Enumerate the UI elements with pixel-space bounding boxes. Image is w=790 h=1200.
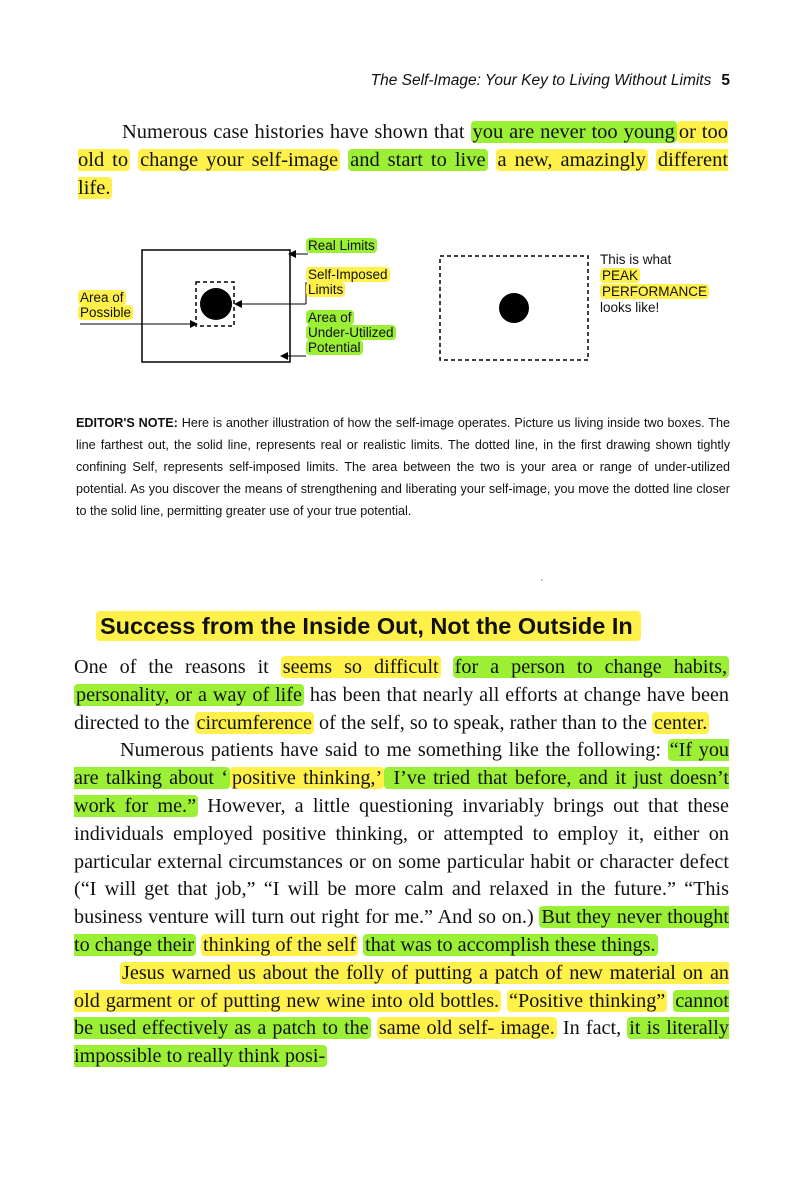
highlight: and start to live (350, 149, 486, 171)
self-image-diagram (70, 232, 750, 382)
text (371, 1017, 377, 1039)
label-text: Real Limits (308, 238, 375, 253)
text: In fact, (556, 1017, 628, 1040)
body-text (74, 654, 729, 1071)
intro-paragraph (78, 118, 728, 202)
label-text: Self-Imposed (308, 267, 388, 282)
highlight: “If you are talking about ‘ (74, 739, 730, 790)
intro-text (488, 149, 496, 171)
section-heading (96, 610, 641, 642)
highlight: center. (654, 711, 708, 734)
arrow-head (234, 300, 242, 308)
label-text: Potential (308, 340, 361, 355)
editors-note-label: EDITOR'S NOTE: (76, 416, 178, 430)
label-self-imposed (306, 267, 390, 297)
arrow-head (190, 320, 198, 328)
highlight: seems so difficult (282, 656, 439, 678)
label-under-utilized (306, 310, 396, 355)
label-text: Area of (80, 290, 124, 305)
highlight: circumference (196, 711, 312, 734)
highlight: a new, amazingly (497, 149, 646, 171)
section-heading-text: Success from the Inside Out, Not the Outside In (96, 611, 641, 641)
highlight: or too old to (78, 121, 728, 171)
intro-text (340, 149, 348, 171)
label-real-limits (306, 238, 377, 253)
peak-dot (499, 293, 529, 323)
highlight: “Positive thinking” (509, 989, 666, 1012)
editors-note (76, 412, 730, 522)
label-text: Possible (80, 305, 132, 320)
text (441, 656, 453, 678)
label-text: Area of (308, 310, 352, 325)
running-title: The Self-Image: Your Key to Living Without Limits (370, 72, 712, 89)
label-text: This is what (600, 252, 672, 267)
label-text: Under-Utilized (308, 325, 394, 340)
highlight: that was to accomplish these things. (365, 933, 656, 956)
text: However, a little questioning invariably brings out that these individuals employed positive thinking, or attempted to employ it, either on particular external circumstances or on some particular habit or character defect (“I will get that job,” “I will be more calm and relaxed in the future.” “This business venture will turn out right for me.” And so on.) (74, 794, 729, 929)
intro-text: Numerous case histories have shown that (122, 121, 471, 143)
highlight: for a person to change habits, (454, 656, 727, 678)
page-number: 5 (721, 72, 730, 89)
highlight: thinking of the self (203, 933, 357, 956)
text: has been that nearly all efforts at change have been directed to the (74, 683, 729, 734)
paragraph (74, 737, 729, 959)
print-speck: · (540, 572, 544, 586)
paragraph (74, 960, 729, 1071)
highlight: cannot be used effectively as a patch to the (74, 989, 730, 1040)
label-text: PERFORMANCE (602, 284, 708, 299)
text: One of the reasons it (74, 656, 281, 678)
text: of the self, so to speak, rather than to the (313, 711, 652, 734)
text: Numerous patients have said to me something like the following: (120, 739, 668, 762)
editors-note-text: Here is another illustration of how the self-image operates. Picture us living inside two boxes. The line farthest out, the solid line, represents real or realistic limits. The dotted line, in the first drawing shown tightly confining Self, represents self-imposed limits. The area between the two is your area or range of under-utilized potential. As you discover the means of strengthening and liberating your self-image, you move the dotted line closer to the solid line, permitting greater use of your true potential. (76, 416, 730, 518)
highlight: Jesus warned us about the folly of putting a patch of new material on an old garment or of putting new wine into old bottles. (74, 961, 729, 1012)
intro-text (130, 149, 138, 171)
running-header (300, 72, 730, 90)
label-text: PEAK (602, 268, 639, 283)
label-text: looks like! (600, 300, 660, 315)
arrow-head (288, 250, 296, 258)
highlight: you are never too young (472, 121, 675, 143)
highlight: But they never thought to change their (74, 906, 729, 956)
paragraph (74, 654, 729, 737)
highlight: positive thinking,’ (231, 767, 383, 790)
label-area-possible (78, 290, 133, 320)
highlight: same old self- image. (378, 1017, 555, 1040)
label-text: Limits (308, 282, 344, 297)
label-peak-performance (600, 252, 709, 316)
highlight: personality, or a way of life (76, 683, 302, 706)
highlight: I’ve tried that before, and it just doesn’t work for me.” (74, 767, 729, 817)
arrow-head (280, 352, 288, 360)
highlight: change your self-image (140, 149, 339, 171)
highlight: it is literally impossible to really think posi- (74, 1017, 729, 1068)
highlight: different life. (78, 149, 729, 199)
self-dot (200, 288, 232, 320)
